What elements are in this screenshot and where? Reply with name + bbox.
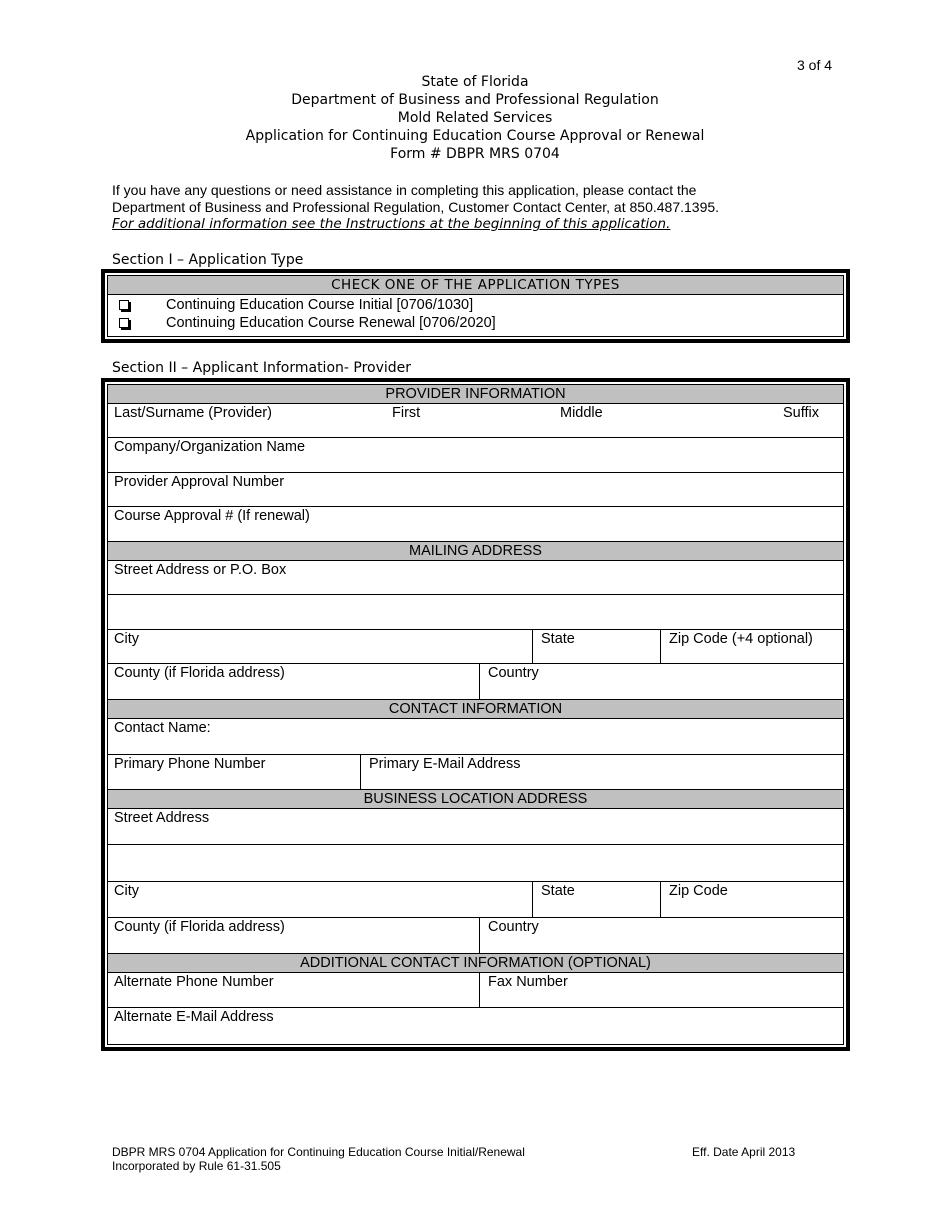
- mailing-country-field[interactable]: Country: [479, 664, 843, 699]
- intro-text: [112, 182, 832, 233]
- option-renewal-label: Continuing Education Course Renewal [0706/2020]: [166, 315, 496, 331]
- business-country-field[interactable]: Country: [479, 918, 843, 953]
- footer-eff-date: Eff. Date April 2013: [692, 1145, 796, 1159]
- contact-information-band: CONTACT INFORMATION: [108, 699, 843, 719]
- mailing-street-line-2[interactable]: [108, 595, 843, 630]
- section-1-title: Section I – Application Type: [112, 252, 304, 268]
- business-location-band: BUSINESS LOCATION ADDRESS: [108, 789, 843, 809]
- page-number: 3 of 4: [797, 57, 833, 73]
- intro-line-1: If you have any questions or need assistance in completing this application, please contact the: [112, 182, 697, 198]
- header-form-title: Application for Continuing Education Course Approval or Renewal: [245, 128, 705, 144]
- primary-phone-field[interactable]: Primary Phone Number: [114, 756, 266, 772]
- provider-approval-field[interactable]: Provider Approval Number: [114, 474, 285, 490]
- provider-approval-row[interactable]: [108, 473, 843, 507]
- primary-email-field[interactable]: Primary E-Mail Address: [360, 755, 843, 789]
- business-city-field[interactable]: City: [114, 883, 139, 899]
- provider-name-row[interactable]: [108, 404, 843, 438]
- contact-name-row[interactable]: [108, 719, 843, 755]
- additional-contact-band: ADDITIONAL CONTACT INFORMATION (OPTIONAL): [108, 953, 843, 973]
- mailing-zip-field[interactable]: Zip Code (+4 optional): [660, 630, 843, 663]
- business-state-field[interactable]: State: [532, 882, 660, 917]
- first-name-field[interactable]: First: [392, 405, 421, 421]
- checkbox-icon[interactable]: [119, 300, 129, 310]
- application-type-band: CHECK ONE OF THE APPLICATION TYPES: [108, 276, 843, 295]
- business-county-field[interactable]: County (if Florida address): [114, 919, 285, 935]
- mailing-state-field[interactable]: State: [532, 630, 660, 663]
- middle-name-field[interactable]: Middle: [560, 405, 603, 421]
- contact-name-field[interactable]: Contact Name:: [114, 720, 211, 736]
- primary-contact-row[interactable]: [108, 755, 843, 789]
- alternate-email-row[interactable]: [108, 1008, 843, 1044]
- intro-line-2: Department of Business and Professional Regulation, Customer Contact Center, at 850.487.1395.: [112, 199, 720, 215]
- form-header: [0, 73, 950, 163]
- footer: [112, 1145, 525, 1173]
- company-name-field[interactable]: Company/Organization Name: [114, 439, 306, 455]
- option-renewal[interactable]: [108, 314, 843, 332]
- mailing-county-field[interactable]: County (if Florida address): [114, 665, 285, 681]
- footer-rule: Incorporated by Rule 61-31.505: [112, 1159, 281, 1173]
- business-street-field[interactable]: Street Address: [114, 810, 210, 826]
- last-name-field[interactable]: Last/Surname (Provider): [114, 405, 272, 421]
- intro-note: For additional information see the Instructions at the beginning of this application.: [112, 216, 671, 232]
- section-2-title: Section II – Applicant Information- Provider: [112, 360, 412, 376]
- mailing-city-row[interactable]: [108, 630, 843, 664]
- course-approval-row[interactable]: [108, 507, 843, 541]
- mailing-address-band: MAILING ADDRESS: [108, 541, 843, 561]
- option-initial[interactable]: [108, 296, 843, 314]
- suffix-field[interactable]: Suffix: [783, 405, 820, 421]
- header-form-number: Form # DBPR MRS 0704: [390, 146, 560, 162]
- checkbox-icon[interactable]: [119, 318, 129, 328]
- business-zip-field[interactable]: Zip Code: [660, 882, 843, 917]
- mailing-county-row[interactable]: [108, 664, 843, 699]
- application-type-box: [101, 269, 850, 343]
- company-row[interactable]: [108, 438, 843, 473]
- header-division: Mold Related Services: [397, 110, 553, 126]
- fax-number-field[interactable]: Fax Number: [479, 973, 843, 1007]
- business-street-row[interactable]: [108, 809, 843, 845]
- mailing-street-field[interactable]: Street Address or P.O. Box: [114, 562, 287, 578]
- alternate-contact-row[interactable]: [108, 973, 843, 1008]
- course-approval-field[interactable]: Course Approval # (If renewal): [114, 508, 310, 524]
- alternate-phone-field[interactable]: Alternate Phone Number: [114, 974, 274, 990]
- mailing-city-field[interactable]: City: [114, 631, 139, 647]
- business-street-line-2[interactable]: [108, 845, 843, 882]
- footer-form-title: DBPR MRS 0704 Application for Continuing Education Course Initial/Renewal: [112, 1145, 525, 1159]
- alternate-email-field[interactable]: Alternate E-Mail Address: [114, 1009, 274, 1025]
- provider-information-band: PROVIDER INFORMATION: [108, 385, 843, 404]
- mailing-street-row[interactable]: [108, 561, 843, 595]
- header-department: Department of Business and Professional Regulation: [291, 92, 659, 108]
- business-county-row[interactable]: [108, 918, 843, 953]
- option-initial-label: Continuing Education Course Initial [0706/1030]: [166, 297, 474, 313]
- business-city-row[interactable]: [108, 882, 843, 918]
- header-state: State of Florida: [421, 74, 529, 90]
- provider-info-box: [101, 378, 850, 1051]
